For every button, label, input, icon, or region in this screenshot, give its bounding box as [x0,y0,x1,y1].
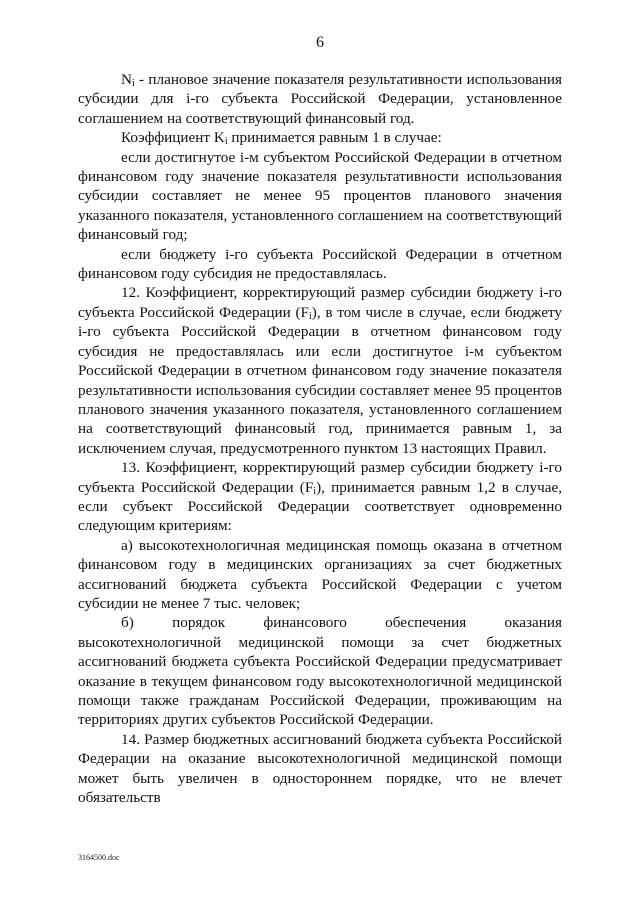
subscript-index: i [309,310,312,322]
page-number: 6 [316,34,324,51]
paragraph-p6 [78,458,562,536]
paragraph-text: 14. Размер бюджетных ассигнований бюджета субъекта Российской Федерации на оказание высокотехнологичной медицинской помощи может быть увеличен в одностороннем порядке, что не влечет обязательств [78,730,562,807]
paragraph-text: если достигнутое i-м субъектом Российской Федерации в отчетном финансовом году значение показателя результативности использования субсидии составляет не менее 95 процентов планового значения указанного показателя, установленного соглашением на соответствующий финансовый год; [78,148,562,244]
paragraph-text: принимается равным 1 в случае: [227,129,442,147]
paragraph-p7 [78,536,562,614]
paragraph-text: Коэффициент K [121,129,225,147]
subscript-index: i [131,78,135,89]
paragraph-p5 [78,283,562,458]
paragraph-text: если бюджету i-го субъекта Российской Федерации в отчетном финансовом году субсидия не предоставлялась. [78,245,562,283]
paragraph-text: а) высокотехнологичная медицинская помощь оказана в отчетном финансовом году в медицинских организациях за счет бюджетных ассигнований бюджета субъекта Российской Федерации с учетом субсидии не менее 7 тыс. человек; [78,536,562,612]
paragraph-p4 [78,245,562,284]
paragraph-p2 [78,128,562,147]
paragraph-p1 [78,70,562,128]
paragraph-text: N [121,71,132,88]
footer-filename: 3164500.doc [78,853,120,862]
paragraph-text: б) порядок финансового обеспечения оказания высокотехнологичной медицинской помощи за счет бюджетных ассигнований бюджета субъекта Российской Федерации предусматривает оказание в текущем финансовом году высокотехнологичной медицинской помощи также гражданам Российской Федерации, проживающим на территориях других субъектов Российской Федерации. [78,614,562,729]
paragraph-p3 [78,148,562,245]
paragraph-text: ), в том числе в случае, если бюджету i-го субъекта Российской Федерации в отчетном финансовом году субсидия не предоставлялась или если достигнутое i-м субъектом Российской Федерации в отчетном финансовом году значение показателя результативности использования субсидии составляет менее 95 процентов планового значения указанного показателя, установленного соглашением на соответствующий финансовый год, принимается равным 1, за исключением случая, предусмотренного пунктом 13 настоящих Правил. [78,303,562,457]
document-body [78,70,562,807]
paragraph-text: 13. Коэффициент, корректирующий размер субсидии бюджету i-го субъекта Российской Федерации (F [78,459,562,496]
paragraph-p8 [78,613,562,729]
paragraph-text: ), принимается равным 1,2 в случае, если субъект Российской Федерации соответствует одновременно следующим критериям: [78,478,562,535]
paragraph-text: - плановое значение показателя результативности использования субсидии для i-го субъекта Российской Федерации, установленное соглашением на соответствующий финансовый год. [78,71,562,127]
subscript-index: i [224,136,228,148]
paragraph-text: 12. Коэффициент, корректирующий размер субсидии бюджету i-го субъекта Российской Федерации (F [78,284,562,321]
paragraph-p9 [78,730,562,808]
subscript-index: i [313,485,317,497]
